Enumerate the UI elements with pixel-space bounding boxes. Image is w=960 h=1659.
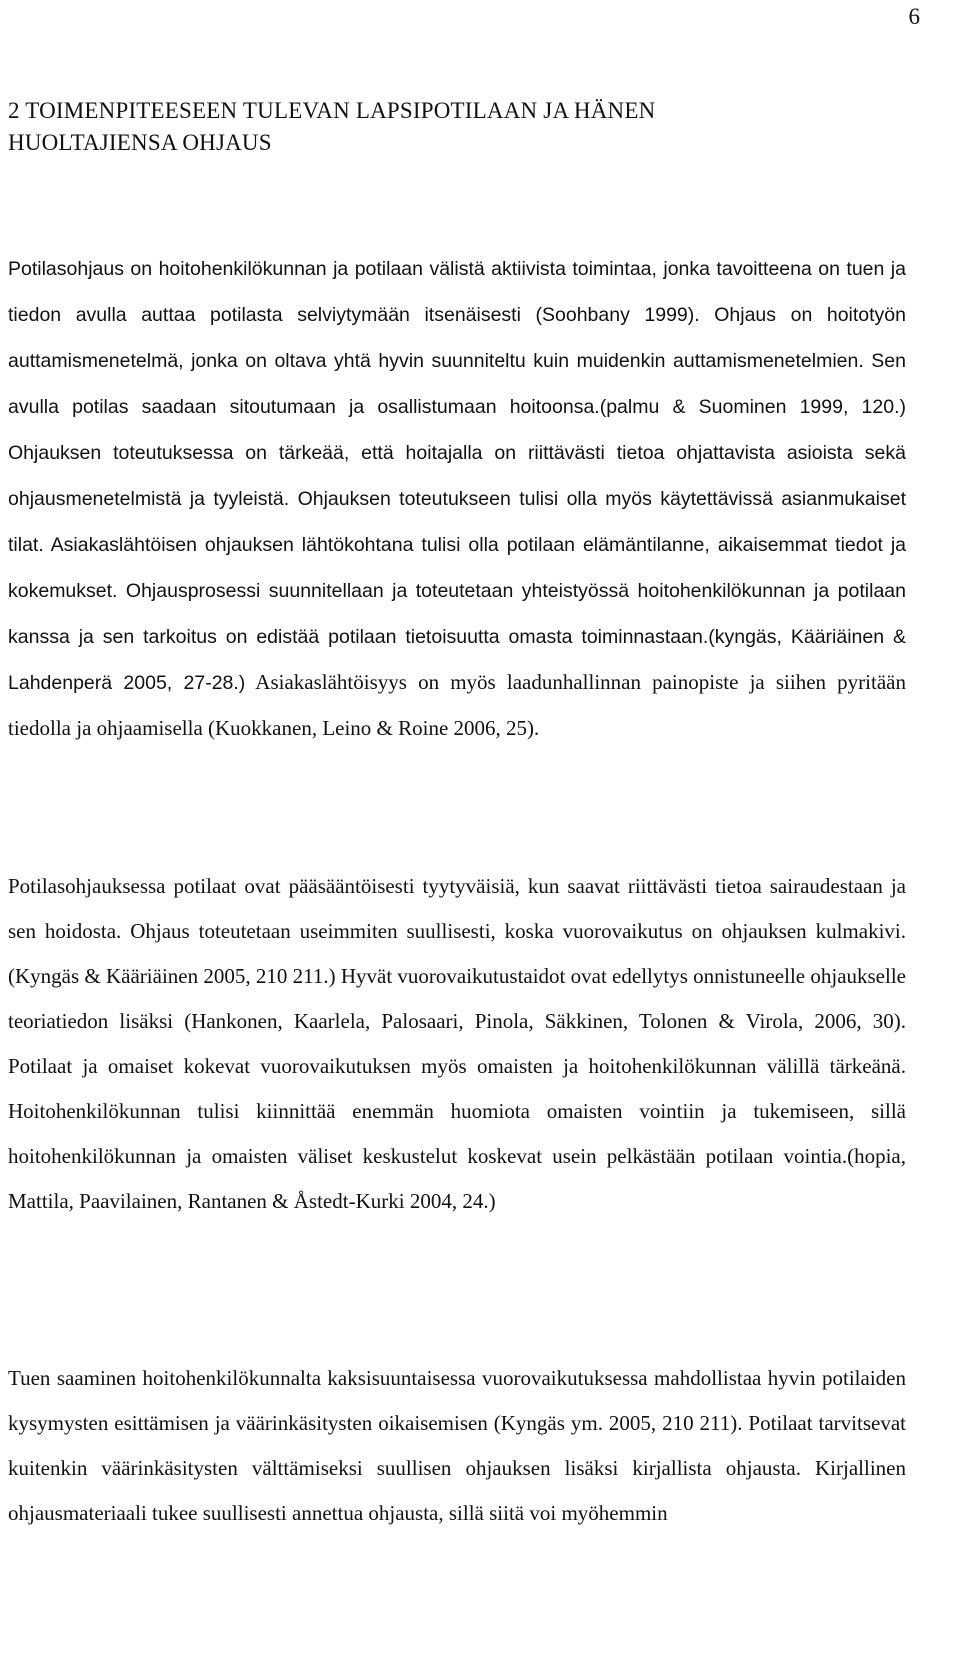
section-heading (8, 95, 918, 159)
paragraph-2 (8, 864, 906, 1224)
paragraph-3-text: Tuen saaminen hoitohenkilökunnalta kaksisuuntaisessa vuorovaikutuksessa mahdollistaa hyvin potilaiden kysymysten esittämisen ja väärinkäsitysten oikaisemisen (Kyngäs ym. 2005, 210 211). Potilaat tarvitsevat kuitenkin väärinkäsitysten välttämiseksi suullisen ohjauksen lisäksi kirjallista ohjausta. Kirjallinen ohjausmateriaali tukee suullisesti annettua ohjausta, sillä siitä voi myöhemmin (8, 1366, 906, 1525)
paragraph-1-text-b: Asiakaslähtöisyys on myös laadunhallinnan painopiste ja siihen pyritään tiedolla ja ohjaamisella (Kuokkanen, Leino & Roine 2006, 25). (8, 670, 906, 740)
paragraph-3 (8, 1356, 906, 1536)
section-heading-line-2: HUOLTAJIENSA OHJAUS (8, 130, 272, 155)
section-heading-line-1: 2 TOIMENPITEESEEN TULEVAN LAPSIPOTILAAN JA HÄNEN (8, 98, 656, 123)
paragraph-1 (8, 246, 906, 751)
paragraph-1-text-a: Potilasohjaus on hoitohenkilökunnan ja potilaan välistä aktiivista toimintaa, jonka tavoitteena on tuen ja tiedon avulla auttaa potilasta selviytymään itsenäisesti (Soohbany 1999). Ohjaus on hoitotyön auttamismenetelmä, jonka on oltava yhtä hyvin suunniteltu kuin muidenkin auttamismenetelmien. Sen avulla potilas saadaan sitoutumaan ja osallistumaan hoitoonsa.(palmu & Suominen 1999, 120.) Ohjauksen toteutuksessa on tärkeää, että hoitajalla on riittävästi tietoa ohjattavista asioista sekä ohjausmenetelmistä ja tyyleistä. Ohjauksen toteutukseen tulisi olla myös käytettävissä asianmukaiset tilat. Asiakaslähtöisen ohjauksen lähtökohtana tulisi olla potilaan elämäntilanne, aikaisemmat tiedot ja kokemukset. Ohjausprosessi suunnitellaan ja toteutetaan yhteistyössä hoitohenkilökunnan ja potilaan kanssa ja sen tarkoitus on edistää potilaan tietoisuutta omasta toiminnastaan.(kyngäs, Kääriäinen & Lahdenperä 2005, 27-28.) (8, 258, 906, 694)
paragraph-2-text: Potilasohjauksessa potilaat ovat pääsääntöisesti tyytyväisiä, kun saavat riittävästi tietoa sairaudestaan ja sen hoidosta. Ohjaus toteutetaan useimmiten suullisesti, koska vuorovaikutus on ohjauksen kulmakivi.(Kyngäs & Kääriäinen 2005, 210 211.) Hyvät vuorovaikutustaidot ovat edellytys onnistuneelle ohjaukselle teoriatiedon lisäksi (Hankonen, Kaarlela, Palosaari, Pinola, Säkkinen, Tolonen & Virola, 2006, 30). Potilaat ja omaiset kokevat vuorovaikutuksen myös omaisten ja hoitohenkilökunnan välillä tärkeänä. Hoitohenkilökunnan tulisi kiinnittää enemmän huomiota omaisten vointiin ja tukemiseen, sillä hoitohenkilökunnan ja omaisten väliset keskustelut koskevat usein pelkästään potilaan vointia.(hopia, Mattila, Paavilainen, Rantanen & Åstedt-Kurki 2004, 24.) (8, 874, 906, 1213)
page-number: 6 (908, 4, 920, 29)
